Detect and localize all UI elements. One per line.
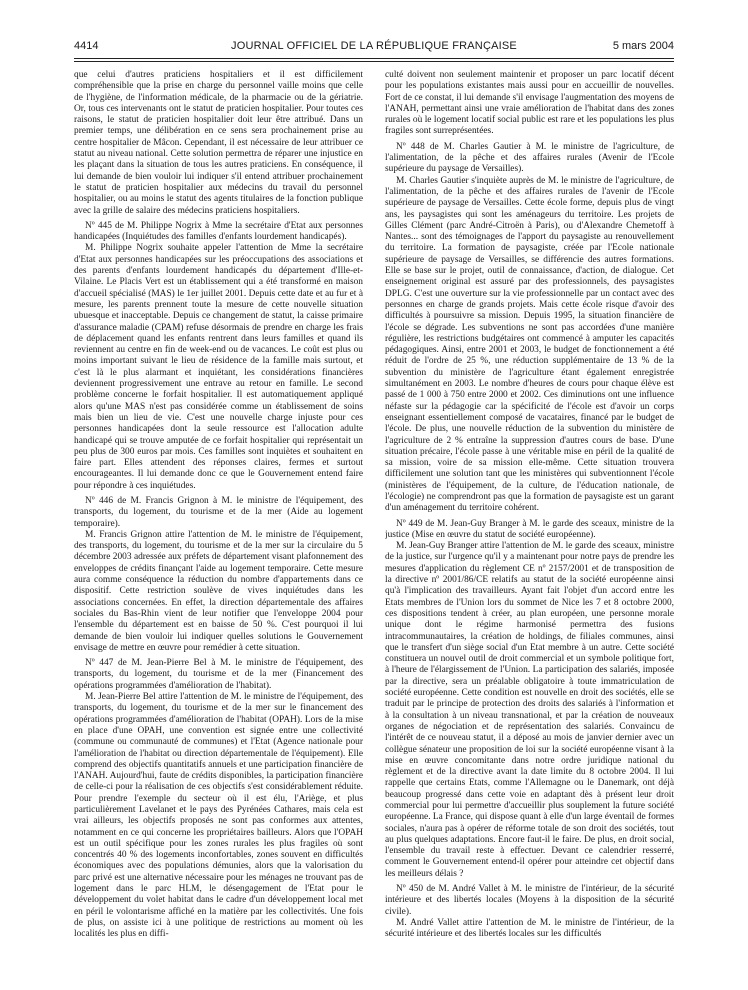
right-column (385, 70, 674, 985)
paragraph: M. André Vallet attire l'attention de M. le ministre de l'intérieur, de la sécurité intérieure et des libertés locales sur les difficultés (385, 917, 674, 940)
paragraph: M. Philippe Nogrix souhaite appeler l'attention de Mme la secrétaire d'Etat aux personnes handicapées sur les préoccupations des associations et des parents d'enfants lourdement handicapés du département d'Ille-et-Vilaine. Le Placis Vert est un établissement qui a été transformé en maison d'accueil spécialisé (MAS) le 1er juillet 2001. Depuis cette date et au fur et à mesure, les parents prennent toute la mesure de cette nouvelle situation ubuesque et inacceptable. Depuis ce changement de statut, la caisse primaire d'assurance maladie (CPAM) refuse désormais de prendre en charge les frais de déplacement quand les enfants rentrent dans leurs familles et quand ils reviennent au centre en fin de week-end ou de vacances. Le coût est plus ou moins important suivant le lieu de résidence de la famille mais surtout, et c'est là le plus alarmant et inquiétant, les considérations financières deviennent progressivement une entrave au retour en famille. Le second problème concerne le forfait hospitalier. Il est automatiquement appliqué alors qu'une MAS n'est pas considérée comme un établissement de soins mais bien un lieu de vie. C'est une nouvelle charge injuste pour ces personnes handicapées dont la seule ressource est l'allocation adulte handicapé qui se trouve amputée de ce forfait hospitalier qui représentait un peu plus de 300 euros par mois. Ces familles sont inquiètes et souhaitent en faire part. Elles attendent des réponses claires, fermes et surtout encourageantes. Il lui demande donc ce que le Gouvernement entend faire pour répondre à ces inquiétudes. (74, 243, 363, 491)
paragraph: M. Francis Grignon attire l'attention de M. le ministre de l'équipement, des transports, du logement, du tourisme et de la mer sur la circulaire du 5 décembre 2003 adressée aux préfets de département visant plafonnement des enveloppes de crédits finançant l'aide au logement temporaire. Cette mesure aura comme conséquence la réduction du nombre d'appartements dans ce dispositif. Cette restriction soulève de vives inquiétudes dans les associations concernées. En effet, la direction départementale des affaires sociales du Bas-Rhin vient de leur notifier que l'enveloppe 2004 pour l'ensemble du département est en baisse de 50 %. C'est pourquoi il lui demande de bien vouloir lui indiquer quelles solutions le Gouvernement envisage de mettre en œuvre pour remédier à cette situation. (74, 529, 363, 653)
header-divider (74, 58, 674, 59)
question-heading: Nº 446 de M. Francis Grignon à M. le ministre de l'équipement, des transports, du logement, du tourisme et de la mer (Aide au logement temporaire). (74, 495, 363, 529)
question-heading: Nº 447 de M. Jean-Pierre Bel à M. le ministre de l'équipement, des transports, du logement, du tourisme et de la mer (Financement des opérations programmées d'amélioration de l'habitat). (74, 658, 363, 691)
header-divider-secondary (74, 61, 674, 62)
paragraph: M. Jean-Guy Branger attire l'attention de M. le garde des sceaux, ministre de la justice, sur l'urgence qu'il y a maintenant pour notre pays de prendre les mesures d'application du règlement CE nº 2157/2001 et de transposition de la directive nº 2001/86/CE relatifs au statut de la société européenne ainsi qu'à l'implication des travailleurs. Ayant fait l'objet d'un accord entre les Etats membres de l'Union lors du sommet de Nice les 7 et 8 octobre 2000, ces dispositions tendent à créer, au plan européen, une personne morale unique dont le régime harmonisé permettra des fusions intracommunautaires, la création de holdings, de filiales communes, ainsi que le transfert d'un siège social d'un Etat membre à un autre. Cette société constituera un nouvel outil de droit commercial et un symbole politique fort, à l'heure de l'élargissement de l'Union. La participation des salariés, imposée par la directive, sera un préalable obligatoire à toute immatriculation de société européenne. Cette condition est nouvelle en droit des sociétés, elle se traduit par le principe de protection des droits des salariés à l'information et à la consultation à un niveau transnational, et par la création de nouveaux organes de négociation et de représentation des salariés. Convaincu de l'intérêt de ce nouveau statut, il a déposé au mois de janvier dernier avec un collègue sénateur une proposition de loi sur la société européenne visant à la mise en œuvre concomitante dans notre ordre juridique national du règlement et de la directive avant la date limite du 8 octobre 2004. Il lui rappelle que certains Etats, comme l'Allemagne ou le Danemark, ont déjà beaucoup progressé dans cette voie en adaptant dès à présent leur droit commercial pour lui permettre d'accueillir plus souplement la future société européenne. La France, qui dispose quant à elle d'un large éventail de formes sociales, n'aura pas à opérer de réforme totale de son droit des sociétés, tout au plus quelques adaptations. Encore faut-il le faire. De plus, en droit social, l'ensemble du travail reste à effectuer. Devant ce calendrier resserré, comment le Gouvernement entend-il opérer pour atteindre cet objectif dans les meilleurs délais ? (385, 541, 674, 879)
question-heading: Nº 450 de M. André Vallet à M. le ministre de l'intérieur, de la sécurité intérieure et des libertés locales (Moyens à la disposition de la sécurité civile). (385, 884, 674, 917)
question-heading: Nº 449 de M. Jean-Guy Branger à M. le garde des sceaux, ministre de la justice (Mise en œuvre du statut de société européenne). (385, 518, 674, 540)
journal-title: JOURNAL OFFICIEL DE LA RÉPUBLIQUE FRANÇAISE (231, 40, 517, 52)
paragraph: que celui d'autres praticiens hospitaliers et il est difficilement compréhensible que la prise en charge du personnel vaille moins que celle de l'hygiène, de l'information médicale, de la pharmacie ou de la gériatrie. Or, tous ces intervenants ont le statut de praticien hospitalier. Pour toutes ces raisons, le statut de praticien hospitalier doit leur être attribué. Dans un premier temps, une délibération en ce sens sera prochainement prise au centre hospitalier de Mâcon. Cependant, il est nécessaire de leur attribuer ce statut au niveau national. Cette solution permettra de réparer une injustice en les plaçant dans la situation de tous les autres praticiens. En conséquence, il lui demande de bien vouloir lui indiquer s'il entend attribuer prochainement le statut de praticien hospitalier aux médecins du travail du personnel hospitalier, ou au moins le statut des agents titulaires de la fonction publique avec la grille de salaire des médecins praticiens hospitaliers. (74, 70, 363, 216)
paragraph: M. Charles Gautier s'inquiète auprès de M. le ministre de l'agriculture, de l'alimentation, de la pêche et des affaires rurales de l'avenir de l'Ecole supérieure de paysage de Versailles. Cette école forme, depuis plus de vingt ans, les paysagistes qui sont les aménageurs du territoire. Les projets de Gilles Clément (parc André-Citroën à Paris), ou d'Alexandre Chemetoff à Nantes... sont des témoignages de l'apport du paysagiste au renouvellement du territoire. La formation de paysagiste, créée par l'Ecole nationale supérieure de paysage de Versailles, se différencie des autres formations. Elle se base sur le projet, outil de connaissance, d'action, de dialogue. Cet enseignement original est assuré par des professionnels, des paysagistes DPLG. C'est une ouverture sur la vie professionnelle par un contact avec des personnes en charge de grands projets. Mais cette école risque d'avoir des difficultés à poursuivre sa mission. Depuis 1995, la situation financière de l'école se dégrade. Les subventions ne sont pas accordées d'une manière régulière, les restrictions budgétaires ont commencé à amputer les capacités pédagogiques. Ainsi, entre 2001 et 2003, le budget de fonctionnement a été réduit de l'ordre de 25 %, une réduction supplémentaire de 13 % de la subvention du ministère de l'agriculture étant également enregistrée simultanément en 2003. Le nombre d'heures de cours pour chaque élève est passé de 1 000 à 750 entre 2000 et 2002. Ces diminutions ont une influence néfaste sur la pédagogie car la spécificité de l'école est d'avoir un corps enseignant essentiellement composé de vacataires, financé par le budget de l'école. De plus, une nouvelle réduction de la subvention du ministère de l'agriculture de 2 % entraîne la suppression d'autres cours de base. D'une situation précaire, l'école passe à une véritable mise en péril de la qualité de sa mission, voire de sa mission elle-même. Cette situation trouvera difficilement une solution tant que les ministères qui subventionnent l'école (ministères de l'équipement, de la culture, de l'éducation nationale, de l'écologie) ne comprendront pas que la formation de paysagiste est un garant d'un aménagement du territoire cohérent. (385, 175, 674, 514)
page-header (74, 40, 674, 56)
issue-date: 5 mars 2004 (612, 40, 674, 52)
paragraph: culté doivent non seulement maintenir et proposer un parc locatif décent pour les populations existantes mais aussi pour en accueillir de nouvelles. Fort de ce constat, il lui demande s'il envisage l'augmentation des moyens de l'ANAH, permettant ainsi une vraie amélioration de l'habitat dans des zones rurales où le logement locatif social public est rare et les populations les plus fragiles sont surreprésentées. (385, 70, 674, 137)
left-column (74, 70, 363, 985)
question-heading: Nº 445 de M. Philippe Nogrix à Mme la secrétaire d'Etat aux personnes handicapées (Inquiétudes des familles d'enfants lourdement handicapés). (74, 220, 363, 243)
question-heading: Nº 448 de M. Charles Gautier à M. le ministre de l'agriculture, de l'alimentation, de la pêche et des affaires rurales (Avenir de l'Ecole supérieure du paysage de Versailles). (385, 141, 674, 175)
paragraph: M. Jean-Pierre Bel attire l'attention de M. le ministre de l'équipement, des transports, du logement, du tourisme et de la mer sur le financement des opérations programmées d'amélioration de l'habitat (OPAH). Lors de la mise en place d'une OPAH, une convention est signée entre une collectivité (commune ou communauté de communes) et l'Etat (Agence nationale pour l'amélioration de l'habitat ou direction départementale de l'équipement). Elle comprend des objectifs quantitatifs annuels et une participation financière de l'ANAH. Aujourd'hui, faute de crédits disponibles, la participation financière de celle-ci pour la réalisation de ces objectifs s'est considérablement réduite. Pour prendre l'exemple du secteur où il est élu, l'Ariège, et plus particulièrement Lavelanet et le pays des Pyrénées Cathares, mais cela est vrai ailleurs, les objectifs proposés ne sont pas conformes aux attentes, notamment en ce qui concerne les propriétaires bailleurs. Alors que l'OPAH est un outil spécifique pour les zones rurales les plus fragiles où sont concentrés 40 % des logements inconfortables, zones souvent en difficultés économiques avec des populations démunies, alors que la valorisation du parc privé est une alternative nécessaire pour les ménages ne trouvant pas de logement dans le parc HLM, le désengagement de l'Etat pour le développement du volet habitat dans le cadre d'un développement local met en péril le volontarisme affiché en la matière par les collectivités. Une fois de plus, on assiste ici à une politique de restrictions au moment où les localités les plus en diffi- (74, 692, 363, 940)
page-number: 4414 (74, 40, 99, 52)
